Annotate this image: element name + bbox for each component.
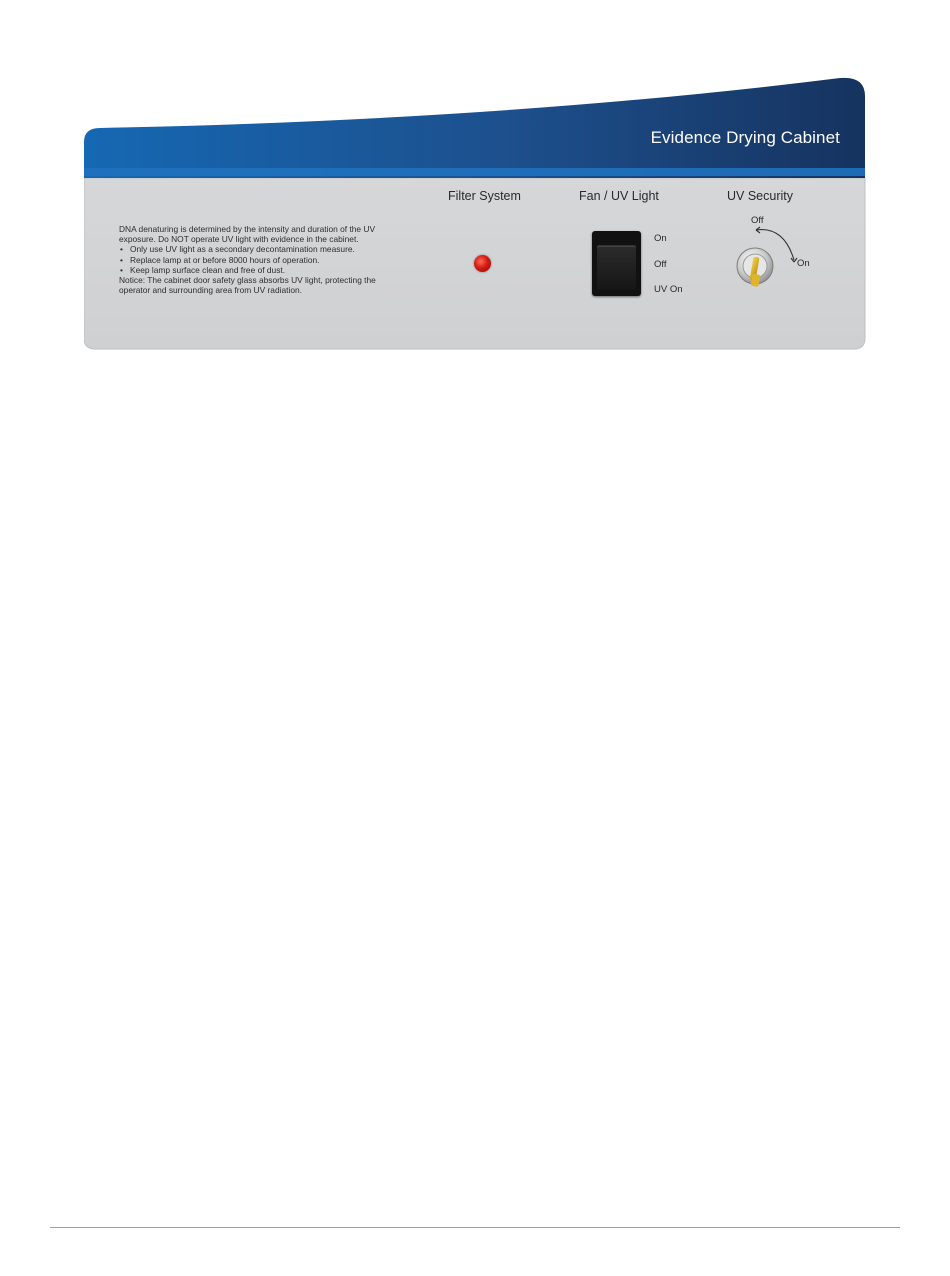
- key-lock-icon: [735, 246, 781, 292]
- fan-uv-rocker-switch[interactable]: [592, 231, 641, 296]
- switch-position-on-label: On: [654, 233, 667, 244]
- switch-position-off-label: Off: [654, 259, 667, 270]
- notice-bullet: • Replace lamp at or before 8000 hours of operation.: [119, 255, 409, 265]
- footer-divider: [50, 1227, 900, 1228]
- switch-position-uv-on-label: UV On: [654, 284, 683, 295]
- rocker-switch-paddle: [597, 246, 636, 290]
- uv-security-key-switch[interactable]: [735, 246, 781, 292]
- notice-bullet: • Keep lamp surface clean and free of dust.: [119, 265, 409, 275]
- page-title: Evidence Drying Cabinet: [650, 128, 840, 147]
- filter-system-heading: Filter System: [448, 189, 521, 203]
- panel-background: [84, 76, 866, 350]
- control-panel: [84, 76, 866, 350]
- uv-notice-text: [119, 224, 409, 295]
- filter-system-indicator-light: [474, 255, 491, 272]
- key-position-off-label: Off: [751, 215, 764, 226]
- key-position-on-label: On: [797, 258, 810, 269]
- fan-uv-light-heading: Fan / UV Light: [579, 189, 659, 203]
- uv-security-heading: UV Security: [727, 189, 793, 203]
- notice-bullet-list: [119, 244, 409, 275]
- notice-footer: Notice: The cabinet door safety glass absorbs UV light, protecting the operator and surrounding area from UV radiation.: [119, 275, 376, 296]
- notice-intro: DNA denaturing is determined by the intensity and duration of the UV exposure. Do NOT operate UV light with evidence in the cabinet.: [119, 224, 376, 245]
- notice-bullet: • Only use UV light as a secondary decontamination measure.: [119, 244, 409, 254]
